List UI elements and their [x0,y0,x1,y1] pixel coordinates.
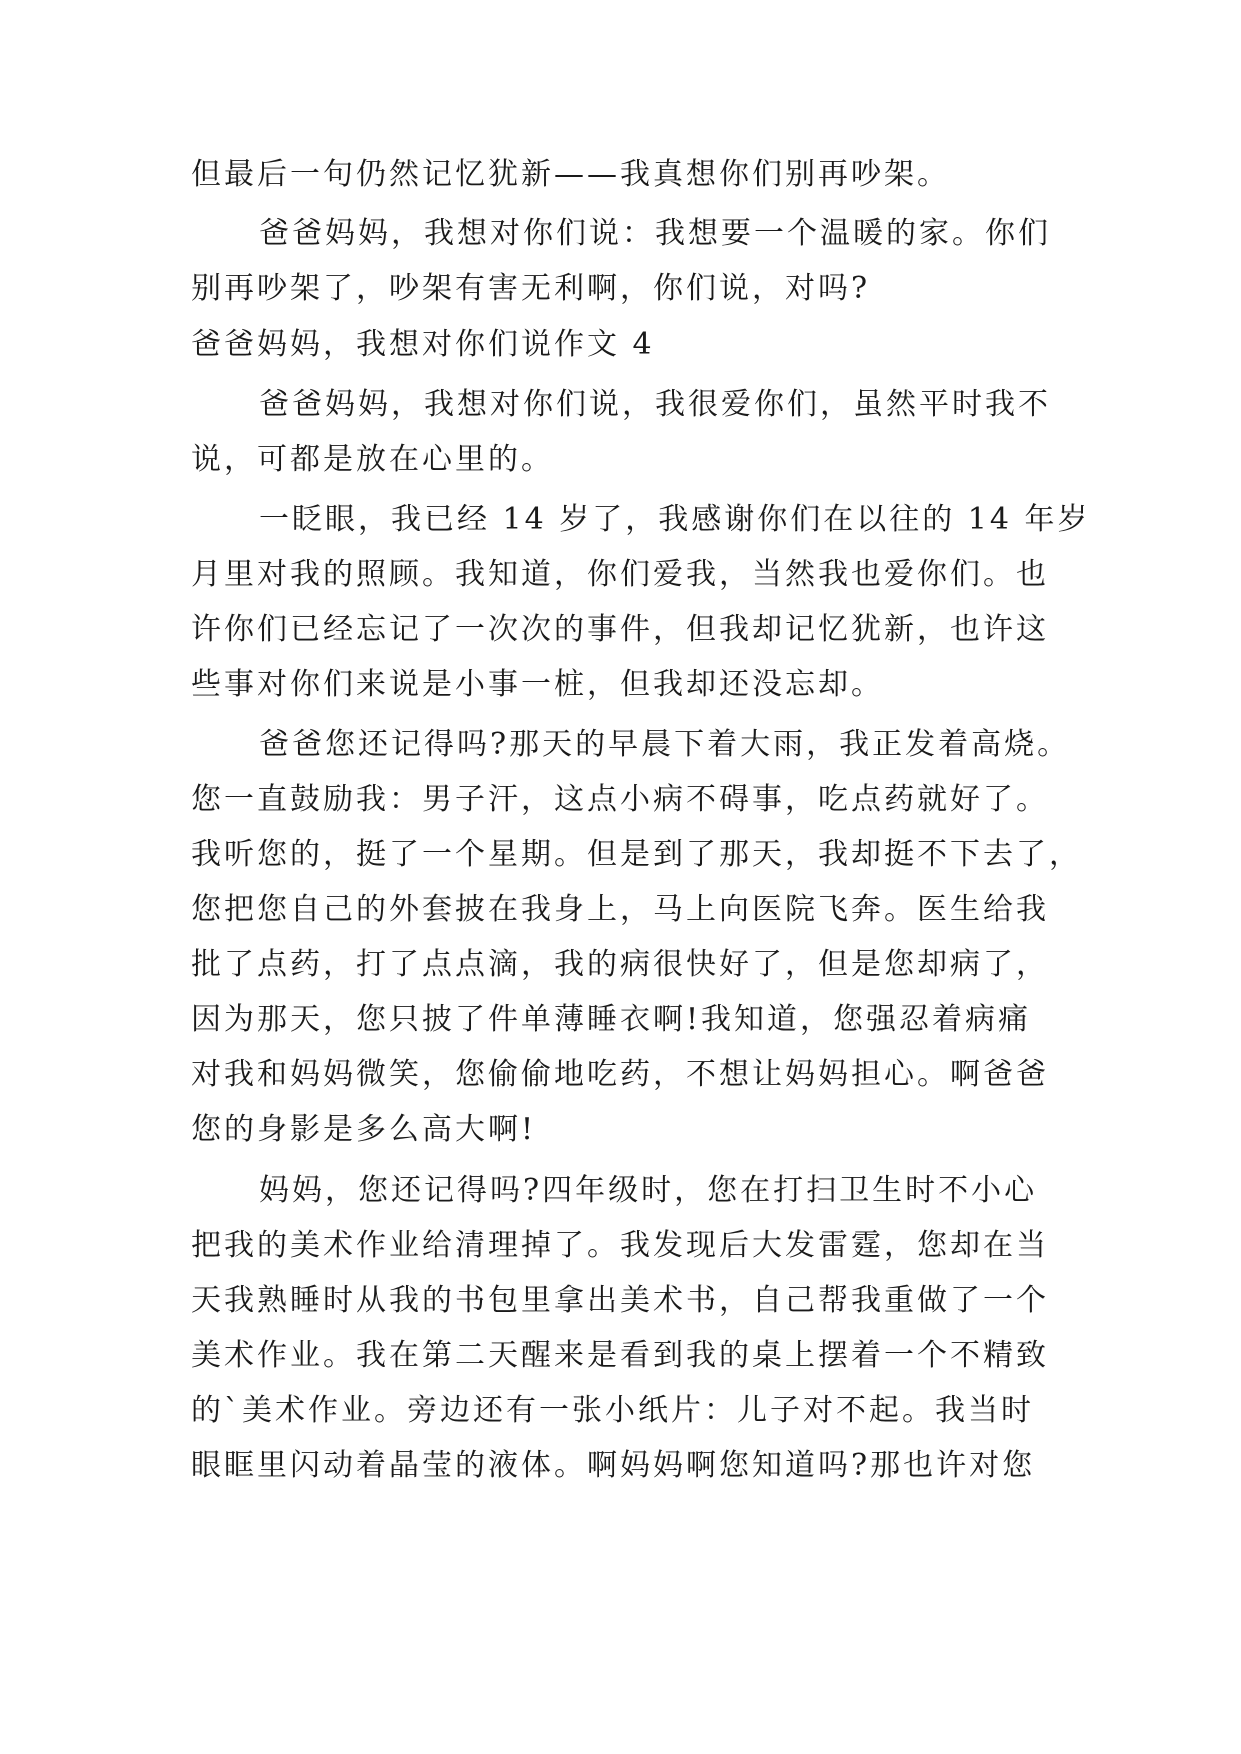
text-line: 说，可都是放在心里的。 [191,442,554,477]
text-line: 许你们已经忘记了一次次的事件，但我却记忆犹新，也许这 [191,612,1049,647]
paragraph-start-line: 爸爸您还记得吗?那天的早晨下着大雨，我正发着高烧。 [259,727,1071,762]
text-line: 月里对我的照顾。我知道，你们爱我，当然我也爱你们。也 [191,557,1049,592]
paragraph-start-line: 爸爸妈妈，我想对你们说：我想要一个温暖的家。你们 [259,216,1051,251]
paragraph-start-line: 爸爸妈妈，我想对你们说，我很爱你们，虽然平时我不 [259,387,1051,422]
text-line: 把我的美术作业给清理掉了。我发现后大发雷霆，您却在当 [191,1228,1049,1263]
text-line: 您把您自己的外套披在我身上，马上向医院飞奔。医生给我 [191,892,1049,927]
text-line: 美术作业。我在第二天醒来是看到我的桌上摆着一个不精致 [191,1338,1049,1373]
paragraph-start-line: 一眨眼，我已经 14 岁了，我感谢你们在以往的 14 年岁 [259,502,1091,537]
text-line: 别再吵架了，吵架有害无利啊，你们说，对吗? [191,271,871,306]
text-line: 的`美术作业。旁边还有一张小纸片：儿子对不起。我当时 [191,1393,1034,1428]
text-line: 些事对你们来说是小事一桩，但我却还没忘却。 [191,667,884,702]
text-line: 对我和妈妈微笑，您偷偷地吃药，不想让妈妈担心。啊爸爸 [191,1057,1049,1092]
section-heading: 爸爸妈妈，我想对你们说作文 4 [191,327,655,362]
text-line: 我听您的，挺了一个星期。但是到了那天，我却挺不下去了， [191,837,1082,872]
text-line: 批了点药，打了点点滴，我的病很快好了，但是您却病了， [191,947,1049,982]
paragraph-start-line: 妈妈，您还记得吗?四年级时，您在打扫卫生时不小心 [259,1173,1038,1208]
text-line: 您一直鼓励我：男子汗，这点小病不碍事，吃点药就好了。 [191,782,1049,817]
text-line: 但最后一句仍然记忆犹新——我真想你们别再吵架。 [191,157,950,192]
text-line: 您的身影是多么高大啊! [191,1112,537,1147]
text-line: 天我熟睡时从我的书包里拿出美术书，自己帮我重做了一个 [191,1283,1049,1318]
text-line: 因为那天，您只披了件单薄睡衣啊!我知道，您强忍着病痛 [191,1002,1032,1037]
text-line: 眼眶里闪动着晶莹的液体。啊妈妈啊您知道吗?那也许对您 [191,1448,1036,1483]
